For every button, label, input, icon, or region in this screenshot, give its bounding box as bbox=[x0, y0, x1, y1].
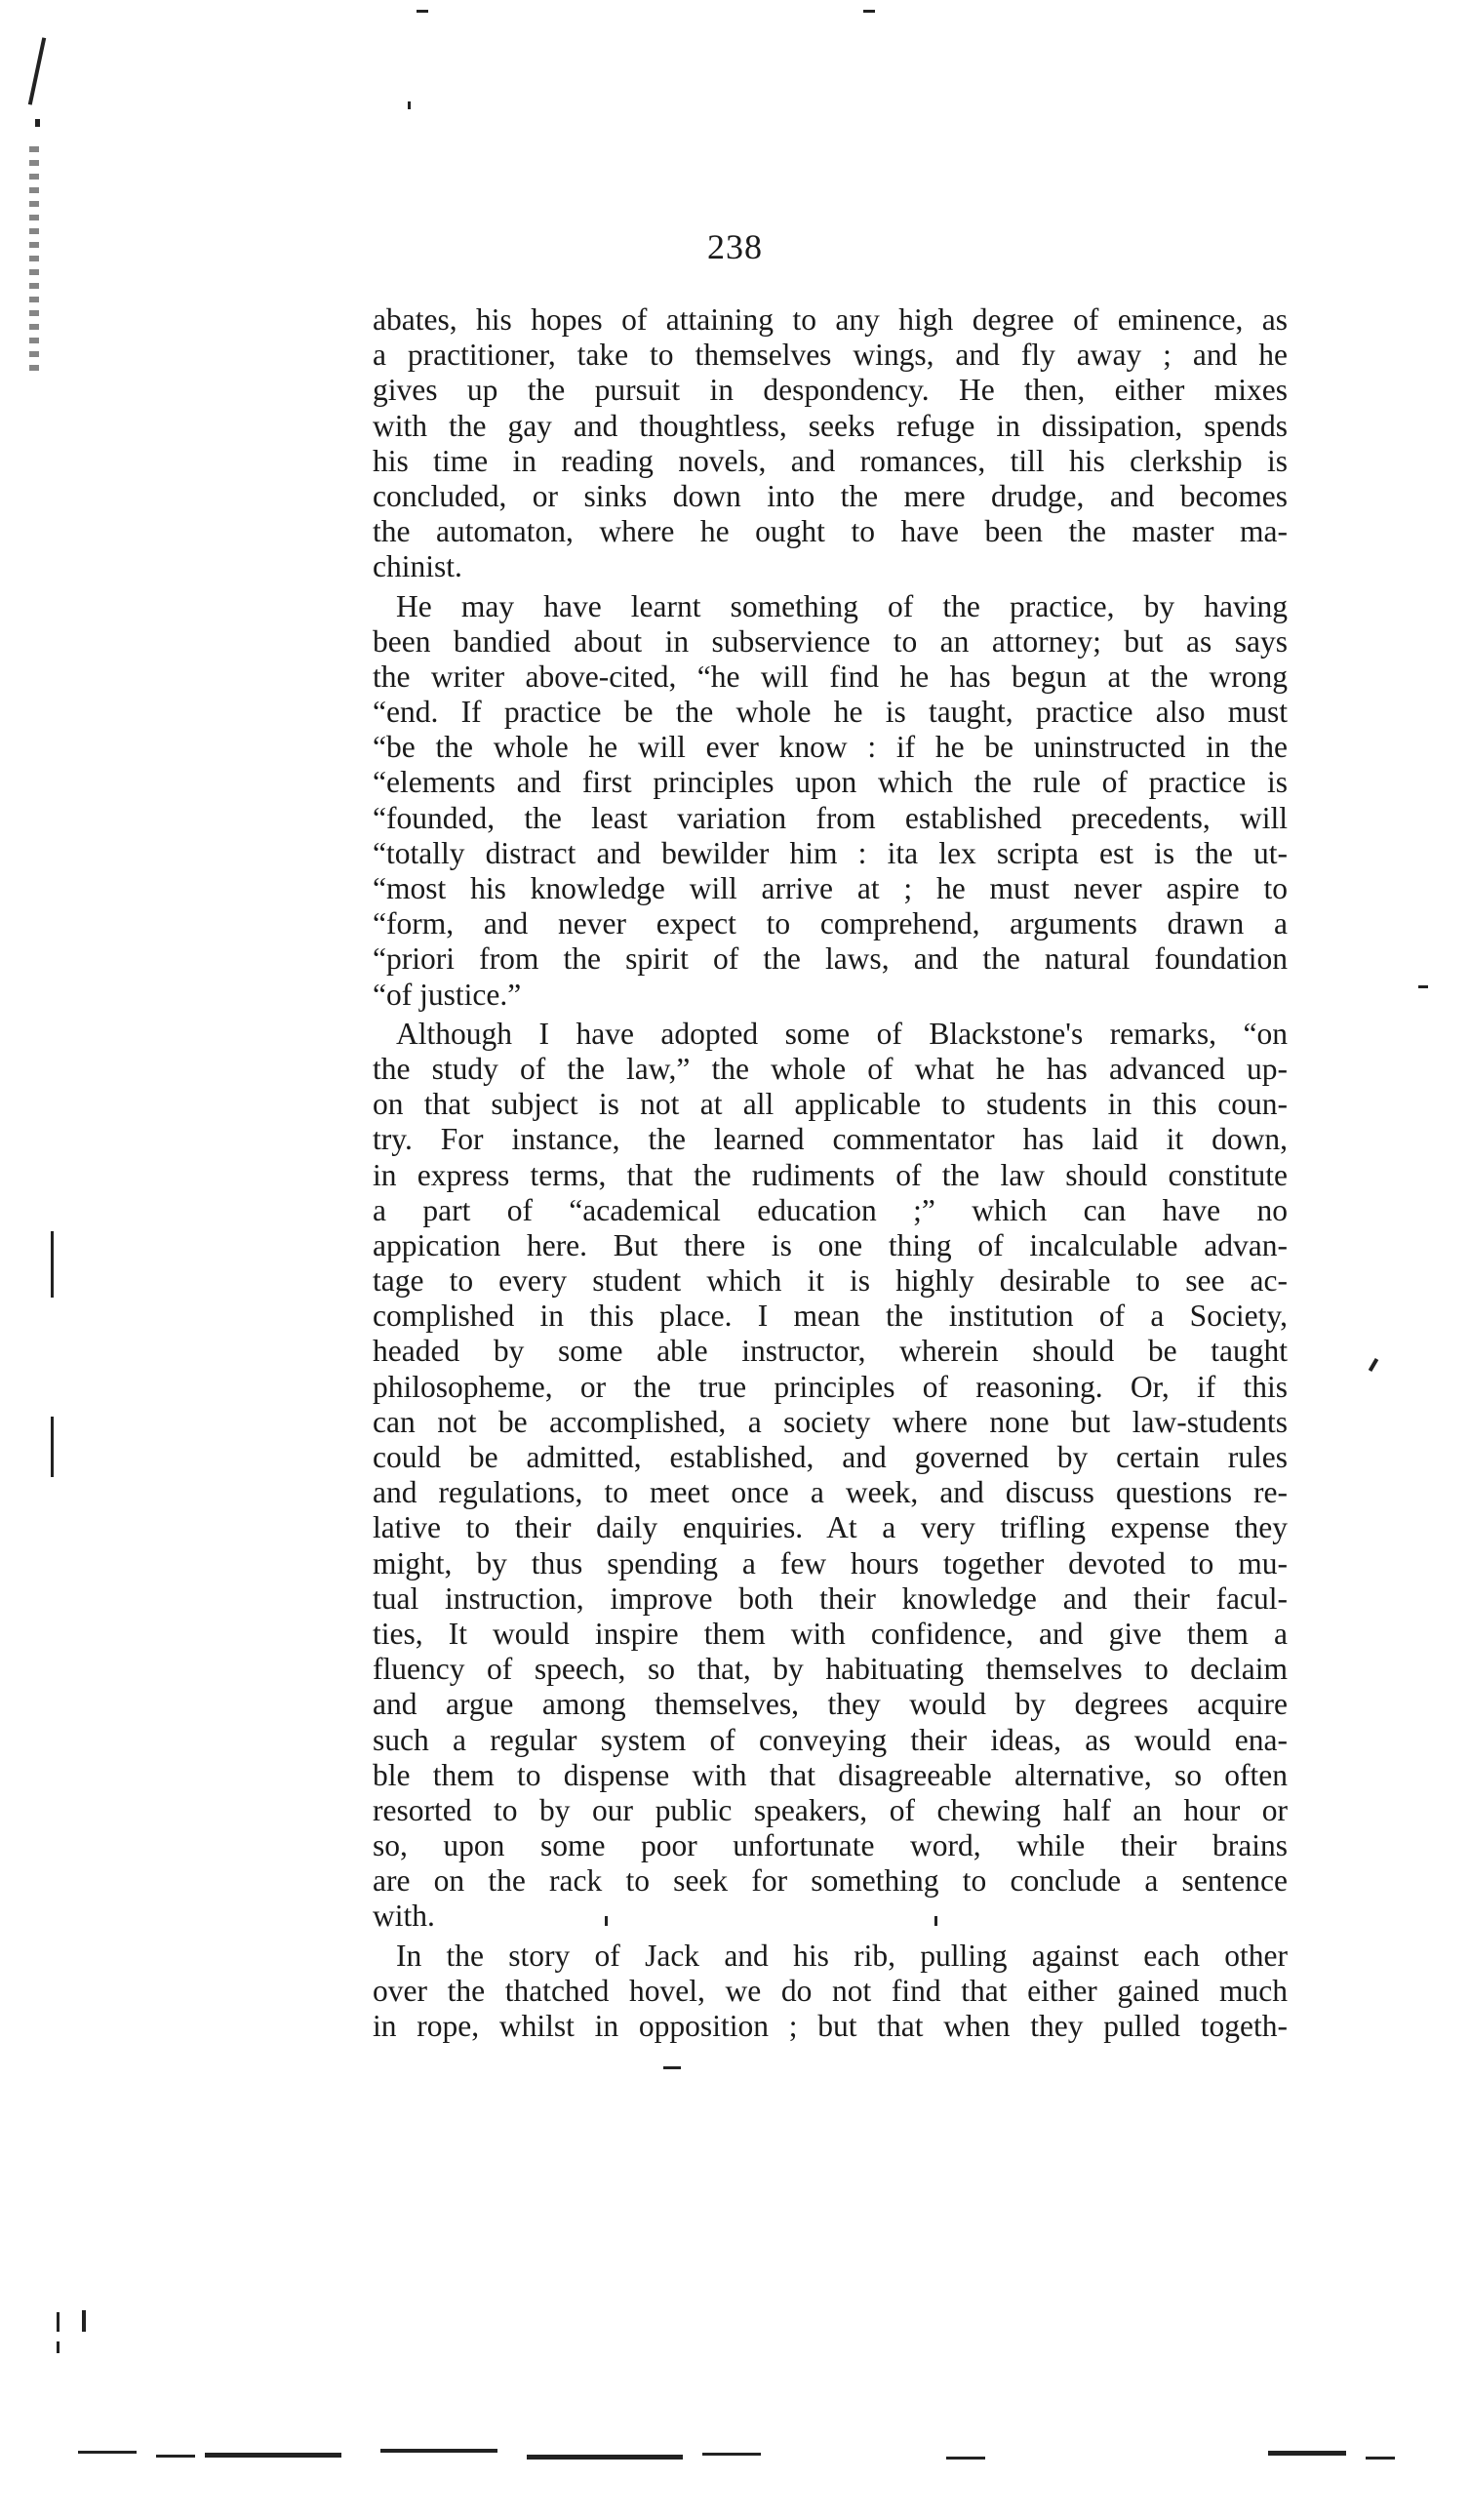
text-line: “most his knowledge will arrive at ; he must never aspire to bbox=[373, 871, 1288, 905]
text-line: such a regular system of conveying their ideas, as would ena- bbox=[373, 1722, 1288, 1757]
text-line: the study of the law,” the whole of what he has advanced up- bbox=[373, 1051, 1288, 1086]
text-line: ties, It would inspire them with confidence, and give them a bbox=[373, 1616, 1288, 1651]
paragraph bbox=[373, 302, 1288, 585]
text-line: “be the whole he will ever know : if he be uninstructed in the bbox=[373, 730, 1288, 765]
text-line: his time in reading novels, and romances, till his clerkship is bbox=[373, 443, 1288, 478]
text-line: headed by some able instructor, wherein should be taught bbox=[373, 1334, 1288, 1369]
margin-dot bbox=[863, 10, 875, 13]
text-line: “priori from the spirit of the laws, and the natural foundation bbox=[373, 941, 1288, 977]
text-line: abates, his hopes of attaining to any high degree of eminence, as bbox=[373, 302, 1288, 337]
text-line: been bandied about in subservience to an attorney; but as says bbox=[373, 623, 1288, 659]
margin-dot bbox=[57, 2312, 60, 2332]
text-line: with. bbox=[373, 1899, 435, 1934]
text-line: “form, and never expect to comprehend, arguments drawn a bbox=[373, 906, 1288, 941]
text-line: a practitioner, take to themselves wings, and fly away ; and he bbox=[373, 338, 1288, 373]
text-line: and argue among themselves, they would by degrees acquire bbox=[373, 1687, 1288, 1722]
text-line: “founded, the least variation from established precedents, will bbox=[373, 800, 1288, 835]
margin-tick bbox=[35, 119, 40, 127]
text-line: fluency of speech, so that, by habituating themselves to declaim bbox=[373, 1652, 1288, 1687]
text-line: tual instruction, improve both their knowledge and their facul- bbox=[373, 1580, 1288, 1616]
text-line: in express terms, that the rudiments of the law should constitute bbox=[373, 1157, 1288, 1192]
text-line: “end. If practice be the whole he is taught, practice also must bbox=[373, 695, 1288, 730]
margin-dot bbox=[1369, 1358, 1378, 1372]
text-line: the automaton, where he ought to have been the master ma- bbox=[373, 514, 1288, 549]
margin-dot bbox=[82, 2310, 86, 2332]
text-line: and regulations, to meet once a week, and discuss questions re- bbox=[373, 1475, 1288, 1510]
paragraph bbox=[373, 1939, 1288, 2045]
body-text bbox=[373, 302, 1288, 2044]
margin-dot bbox=[1418, 985, 1428, 988]
text-line: complished in this place. I mean the institution of a Society, bbox=[373, 1299, 1288, 1334]
margin-stroke bbox=[51, 1417, 54, 1477]
margin-stroke bbox=[51, 1231, 54, 1298]
text-line: on that subject is not at all applicable to students in this coun- bbox=[373, 1087, 1288, 1122]
margin-dot bbox=[663, 2066, 681, 2069]
paragraph bbox=[373, 589, 1288, 1013]
text-line: philosopheme, or the true principles of reasoning. Or, if this bbox=[373, 1369, 1288, 1404]
text-line: chinist. bbox=[373, 549, 462, 584]
text-line: might, by thus spending a few hours together devoted to mu- bbox=[373, 1545, 1288, 1580]
text-line: can not be accomplished, a society where none but law-students bbox=[373, 1404, 1288, 1439]
text-line: “elements and first principles upon which the rule of practice is bbox=[373, 765, 1288, 800]
text-line: are on the rack to seek for something to conclude a sentence bbox=[373, 1863, 1288, 1899]
text-line: could be admitted, established, and governed by certain rules bbox=[373, 1440, 1288, 1474]
text-line: so, upon some poor unfortunate word, while their brains bbox=[373, 1828, 1288, 1863]
text-line: In the story of Jack and his rib, pulling against each other bbox=[396, 1938, 1288, 1973]
margin-dot bbox=[57, 2341, 60, 2353]
paragraph bbox=[373, 1017, 1288, 1935]
text-line: “totally distract and bewilder him : ita lex scripta est is the ut- bbox=[373, 835, 1288, 870]
text-line: a part of “academical education ;” which can have no bbox=[373, 1192, 1288, 1227]
text-line: with the gay and thoughtless, seeks refuge in dissipation, spends bbox=[373, 408, 1288, 443]
margin-stroke bbox=[28, 37, 46, 104]
text-line: tage to every student which it is highly desirable to see ac- bbox=[373, 1263, 1288, 1299]
scan-edge-strip bbox=[59, 2439, 1424, 2478]
text-line: try. For instance, the learned commentator has laid it down, bbox=[373, 1122, 1288, 1157]
text-line: in rope, whilst in opposition ; but that when they pulled togeth- bbox=[373, 2009, 1288, 2043]
text-line: concluded, or sinks down into the mere drudge, and becomes bbox=[373, 478, 1288, 513]
text-line: He may have learnt something of the practice, by having bbox=[396, 588, 1288, 623]
text-line: resorted to by our public speakers, of chewing half an hour or bbox=[373, 1792, 1288, 1827]
text-line: gives up the pursuit in despondency. He then, either mixes bbox=[373, 373, 1288, 408]
margin-dot bbox=[408, 101, 411, 109]
text-line: over the thatched hovel, we do not find that either gained much bbox=[373, 1973, 1288, 2008]
margin-dot bbox=[417, 10, 428, 13]
text-line: Although I have adopted some of Blackstone's remarks, “on bbox=[396, 1016, 1288, 1051]
text-line: appication here. But there is one thing of incalculable advan- bbox=[373, 1227, 1288, 1262]
text-line: “of justice.” bbox=[373, 977, 522, 1012]
text-line: lative to their daily enquiries. At a very trifling expense they bbox=[373, 1510, 1288, 1545]
text-line: ble them to dispense with that disagreeable alternative, so often bbox=[373, 1757, 1288, 1792]
text-line: the writer above-cited, “he will find he has begun at the wrong bbox=[373, 659, 1288, 694]
page-number: 238 bbox=[707, 227, 763, 266]
